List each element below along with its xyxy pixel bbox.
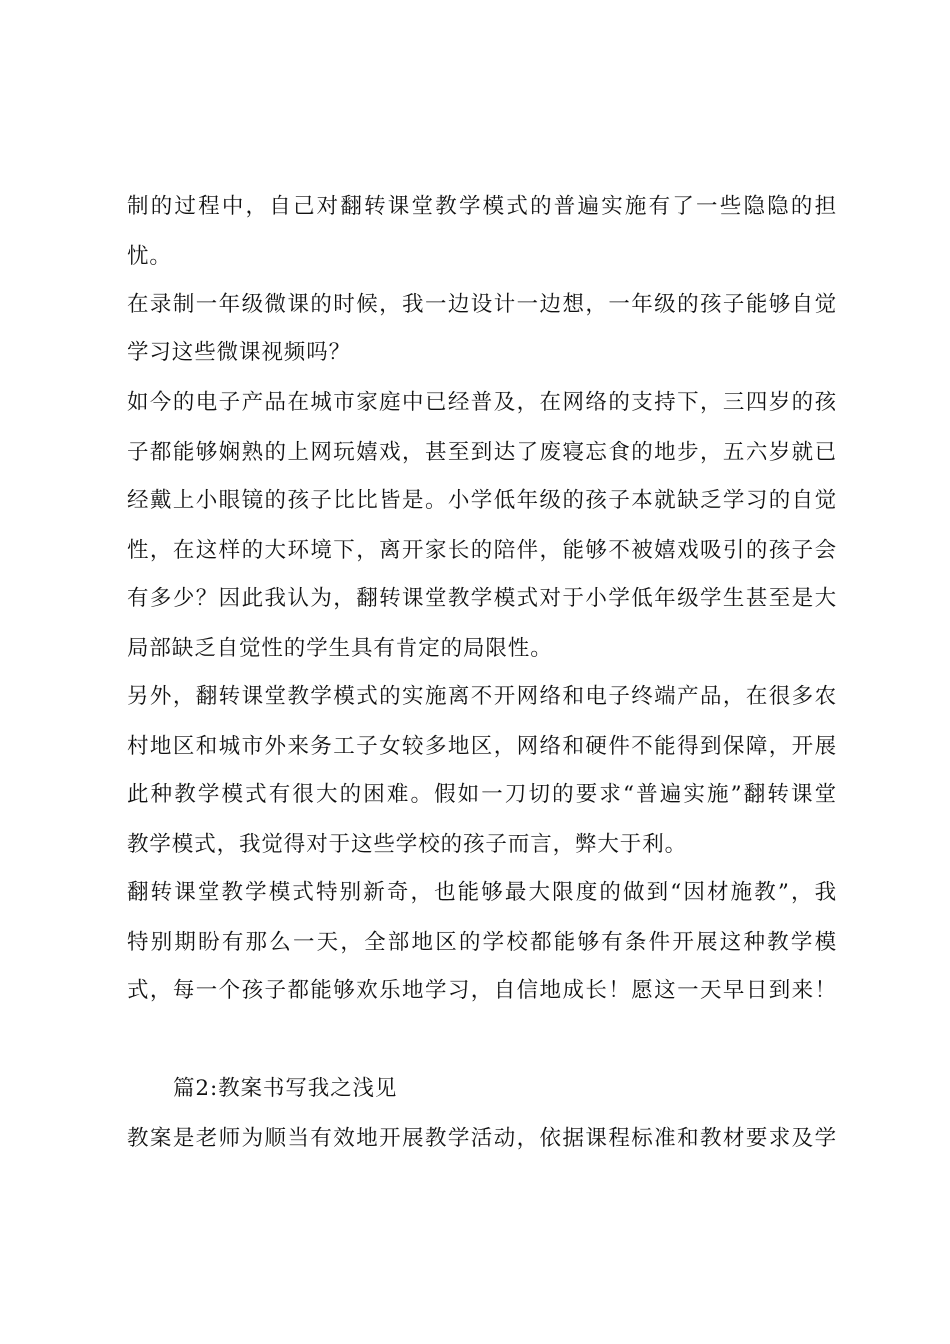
text-line: 局部缺乏自觉性的学生具有肯定的局限性。	[127, 636, 553, 661]
text-line: 式，每一个孩子都能够欢乐地学习，自信地成长！愿这一天早日到来！	[127, 978, 837, 1003]
text-line: 经戴上小眼镜的孩子比比皆是。小学低年级的孩子本就缺乏学习的自觉	[127, 488, 837, 513]
text-line: 特别期盼有那么一天，全部地区的学校都能够有条件开展这种教学模	[127, 930, 837, 955]
text-line: 子都能够娴熟的上网玩嬉戏，甚至到达了废寝忘食的地步，五六岁就已	[127, 440, 837, 465]
text-line: 在录制一年级微课的时候，我一边设计一边想，一年级的孩子能够自觉	[127, 292, 837, 317]
text-line: 制的过程中，自己对翻转课堂教学模式的普遍实施有了一些隐隐的担	[127, 194, 837, 219]
text-line: 另外，翻转课堂教学模式的实施离不开网络和电子终端产品，在很多农	[127, 684, 837, 709]
text-line: 教学模式，我觉得对于这些学校的孩子而言，弊大于利。	[127, 832, 688, 857]
section-heading: 篇2:教案书写我之浅见	[173, 1076, 398, 1101]
text-line: 教案是老师为顺当有效地开展教学活动，依据课程标准和教材要求及学	[127, 1126, 837, 1151]
text-line: 性，在这样的大环境下，离开家长的陪伴，能够不被嬉戏吸引的孩子会	[127, 538, 837, 563]
text-line: 翻转课堂教学模式特别新奇，也能够最大限度的做到“因材施教”，我	[127, 880, 837, 905]
text-line: 此种教学模式有很大的困难。假如一刀切的要求“普遍实施”翻转课堂	[127, 782, 837, 807]
text-line: 学习这些微课视频吗？	[127, 340, 352, 365]
text-line: 忧。	[127, 244, 172, 269]
text-line: 如今的电子产品在城市家庭中已经普及，在网络的支持下，三四岁的孩	[127, 390, 837, 415]
text-line: 村地区和城市外来务工子女较多地区，网络和硬件不能得到保障，开展	[127, 734, 837, 759]
text-line: 有多少？因此我认为，翻转课堂教学模式对于小学低年级学生甚至是大	[127, 586, 837, 611]
